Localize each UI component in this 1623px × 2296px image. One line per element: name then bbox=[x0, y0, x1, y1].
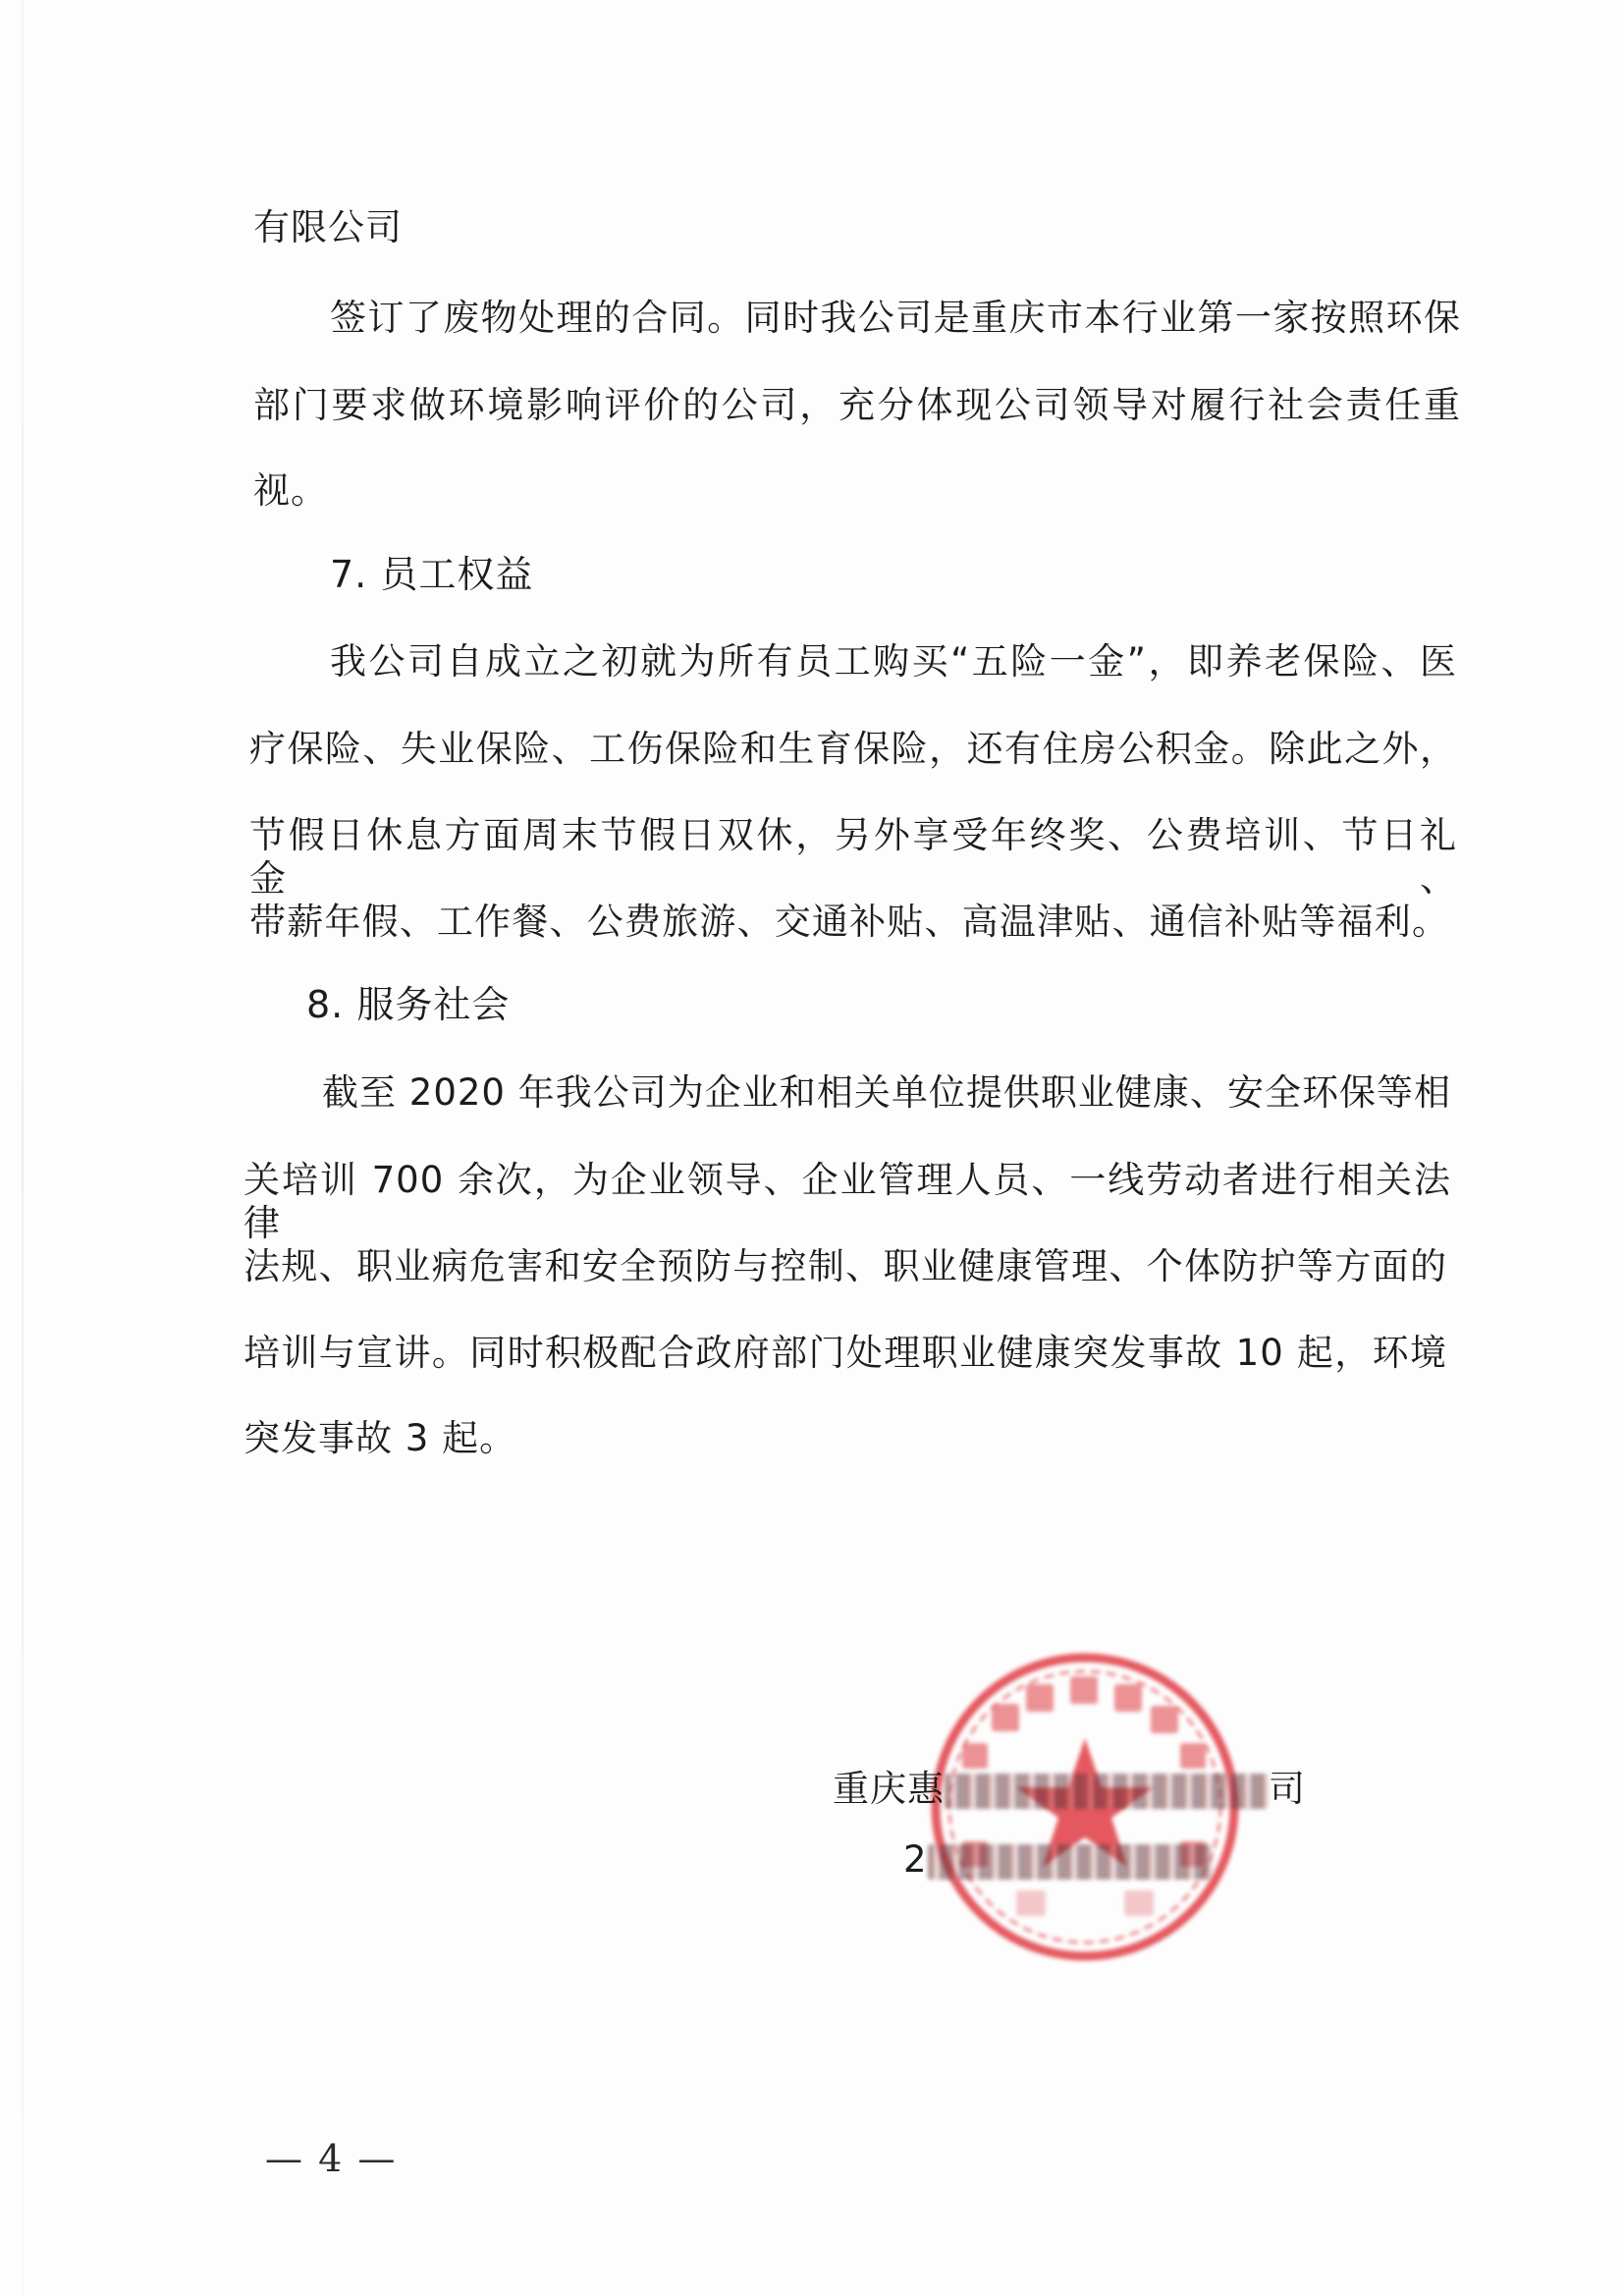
text-line-14: 培训与宣讲。同时积极配合政府部门处理职业健康突发事故 10 起，环境 bbox=[243, 1332, 1447, 1374]
text-line-13: 法规、职业病危害和安全预防与控制、职业健康管理、个体防护等方面的 bbox=[243, 1245, 1447, 1287]
text-line-1: 有限公司 bbox=[253, 206, 403, 248]
text-line-4: 视。 bbox=[253, 469, 328, 512]
text-line-6: 我公司自成立之初就为所有员工购买“五险一金”，即养老保险、医 bbox=[330, 640, 1457, 683]
text-line-7: 疗保险、失业保险、工伤保险和生育保险，还有住房公积金。除此之外， bbox=[249, 728, 1457, 770]
text-line-15: 突发事故 3 起。 bbox=[243, 1417, 517, 1459]
company-name-visible-suffix: 司 bbox=[1269, 1768, 1306, 1810]
text-line-2: 签订了废物处理的合同。同时我公司是重庆市本行业第一家按照环保 bbox=[330, 297, 1461, 339]
section-heading-8: 8. 服务社会 bbox=[306, 983, 511, 1026]
redacted-company-name bbox=[945, 1774, 1269, 1809]
signature-company bbox=[833, 1768, 1306, 1811]
text-line-12: 关培训 700 余次，为企业领导、企业管理人员、一线劳动者进行相关法律 bbox=[243, 1159, 1451, 1244]
text-line-8: 节假日休息方面周末节假日双休，另外享受年终奖、公费培训、节日礼金、 bbox=[249, 814, 1457, 900]
text-line-9: 带薪年假、工作餐、公费旅游、交通补贴、高温津贴、通信补贴等福利。 bbox=[249, 901, 1449, 943]
text-line-3: 部门要求做环境影响评价的公司，充分体现公司领导对履行社会责任重 bbox=[253, 384, 1461, 426]
text-line-11: 截至 2020 年我公司为企业和相关单位提供职业健康、安全环保等相 bbox=[322, 1071, 1451, 1114]
page-number: — 4 — bbox=[265, 2137, 398, 2180]
scan-edge bbox=[22, 0, 24, 2296]
section-heading-7: 7. 员工权益 bbox=[330, 553, 534, 596]
company-name-visible-prefix: 重庆惠 bbox=[833, 1768, 945, 1810]
redacted-date bbox=[928, 1844, 1213, 1880]
signature-date bbox=[903, 1838, 1213, 1882]
date-visible-prefix: 2 bbox=[903, 1838, 928, 1881]
